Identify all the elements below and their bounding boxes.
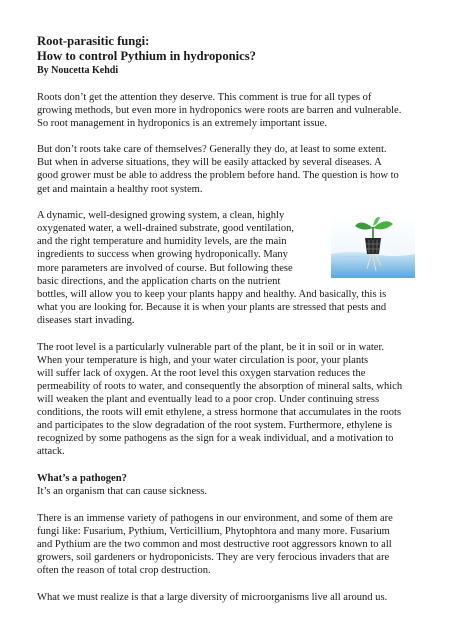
text-line: ingredients to success when growing hydroponically. Many [37,249,288,261]
text-line: When your temperature is high, and your water circulation is poor, your plants [37,354,369,366]
text-line: permeability of roots to water, and consequently the absorption of mineral salts, which [37,380,403,392]
article-title [37,34,415,64]
text-line: So root management in hydroponics is an extremely important issue. [37,117,327,129]
text-line: and the right temperature and humidity levels, are the main [37,236,287,248]
text-line: growers, soil gardeners or hydroponicists. They are very ferocious invaders that are [37,551,390,563]
text-line: more parameters are involved of course. But following these [37,262,293,274]
text-line: basic directions, and the application charts on the nutrient [37,275,281,287]
text-line: What we must realize is that a large diversity of microorganisms live all around us. [37,591,388,603]
text-line: recognized by some pathogens as the sign for a weak individual, and a motivation to [37,433,394,445]
text-line: conditions, the roots will emit ethylene, a stress hormone that accumulates in the roots [37,406,402,418]
paragraph-intro [37,91,415,130]
text-line: growing methods, but even more in hydroponics were roots are barren and vulnerable. [37,104,402,116]
text-line: will suffer lack of oxygen. At the root level this oxygen starvation reduces the [37,367,366,379]
paragraph-roots [37,143,415,195]
text-line: diseases start invading. [37,314,135,326]
text-line: Roots don’t get the attention they deserve. This comment is true for all types of [37,91,372,103]
text-line: There is an immense variety of pathogens in our environment, and some of them are [37,512,393,524]
section-subheading: What’s a pathogen? [37,472,127,484]
author-byline: By Noucetta Kehdi [37,65,119,76]
paragraph-pathogen-def [37,485,415,498]
text-line: oxygenated water, a well-drained substrate, good ventilation, [37,223,295,235]
text-line: and participates to the slow degradation of the root system. Furthermore, ethylene is [37,420,392,432]
text-line: But don’t roots take care of themselves? Generally they do, at least to some extent. [37,144,387,156]
text-line: get and maintain a healthy root system. [37,183,203,195]
title-line-1: Root-parasitic fungi: [37,34,150,48]
title-line-2: How to control Pythium in hydroponics? [37,49,256,63]
text-line: and Pythium are the two common and most destructive root aggressors known to all [37,538,392,550]
hydroponic-seedling-illustration [331,214,415,278]
text-line: often the reason of total crop destruction. [37,564,211,576]
text-line: good grower must be able to address the problem before hand. The question is how to [37,170,399,182]
seedling-pot-icon [331,214,415,278]
article-body [37,34,415,604]
paragraph-fungi [37,512,415,577]
paragraph-root-level [37,341,415,459]
text-line: The root level is a particularly vulnerable part of the plant, be it in soil or in water. [37,341,385,353]
text-line: will weaken the plant and eventually lead to a poor crop. Under continuing stress [37,393,380,405]
text-line: fungi like: Fusarium, Pythium, Verticillium, Phytophtora and many more. Fusarium [37,525,390,537]
text-line: attack. [37,446,65,458]
text-line: But when in adverse situations, they will be easily attacked by several diseases. A [37,157,382,169]
text-line: bottles, will allow you to keep your plants happy and healthy. And basically, this is [37,288,387,300]
text-line: It’s an organism that can cause sickness. [37,485,207,497]
paragraph-microorganisms [37,591,415,604]
text-line: what you are looking for. Because it is when your plants are stressed that pests and [37,301,387,313]
text-line: A dynamic, well-designed growing system, a clean, highly [37,210,285,222]
